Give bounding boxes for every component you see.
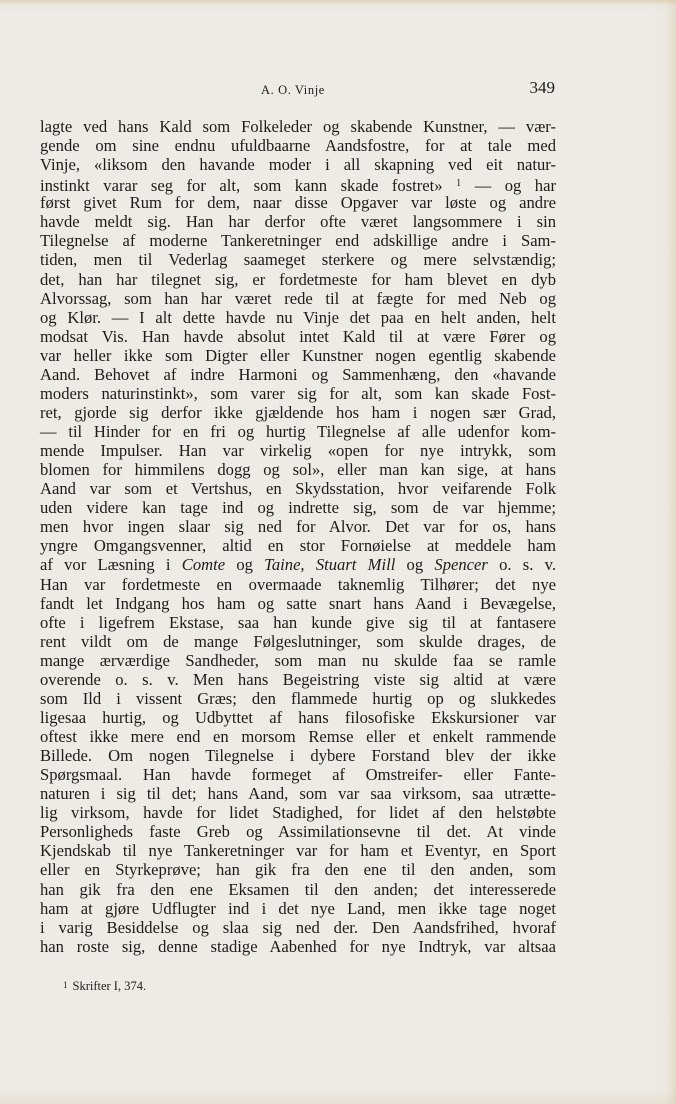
text-line	[40, 937, 556, 956]
text-segment: lig virksom, havde for lidet Stadighed, for lidet af den helstøbte	[40, 803, 556, 823]
text-line	[40, 536, 556, 555]
text-line	[40, 594, 556, 613]
text-segment: men hvor ingen slaar sig ned for Alvor. Det var for os, hans	[40, 517, 556, 537]
text-segment: først givet Rum for dem, naar disse Opgaver var løste og andre	[40, 193, 556, 213]
text-segment: Billede. Om nogen Tilegnelse i dybere Forstand blev der ikke	[40, 746, 556, 766]
text-line	[40, 555, 556, 574]
text-segment: lagte ved hans Kald som Folkeleder og skabende Kunstner, — vær-	[40, 117, 556, 136]
text-segment: Tilegnelse af moderne Tankeretninger end adskillige andre i Sam-	[40, 231, 556, 251]
text-line	[40, 403, 556, 422]
text-line	[40, 803, 556, 822]
text-segment: naturen i sig til det; hans Aand, som var saa virksom, saa utrætte-	[40, 784, 556, 804]
text-segment: var heller ikke som Digter eller Kunstner nogen egentlig skabende	[40, 345, 556, 365]
text-segment: og Klør. — I alt dette havde nu Vinje det paa en helt anden, helt	[40, 307, 556, 327]
text-segment: rent vildt om de mange Følgeslutninger, som skulde drages, de	[40, 631, 556, 651]
text-segment: eller en Styrkeprøve; han gik fra den ene til den anden, som	[40, 860, 556, 880]
text-segment: o. s. v.	[487, 555, 556, 575]
text-segment: uden videre kan tage ind og indrette sig, som de var hjemme;	[40, 498, 556, 518]
text-segment: Vinje, «liksom den havande moder i all skapning ved eit natur-	[40, 155, 556, 175]
text-segment: modsat Vis. Han havde absolut intet Kald til at være Fører og	[40, 326, 556, 346]
text-line	[40, 708, 556, 727]
text-segment: mende Impulser. Han var virkelig «open for nye intrykk, som	[40, 441, 556, 461]
text-segment: og	[395, 555, 435, 575]
text-line	[40, 231, 556, 250]
running-head	[40, 80, 556, 100]
text-segment: tiden, men til Vederlag saameget sterkere og mere selvstændig;	[40, 250, 556, 270]
footnote-marker: 1	[63, 980, 68, 990]
text-segment: blomen for himmilens dogg og sol», eller man kan sige, at hans	[40, 460, 556, 480]
text-segment: det, han har tilegnet sig, er fordetmeste for ham blevet en dyb	[40, 269, 556, 289]
text-line	[40, 918, 556, 937]
text-segment: fandt let Indgang hos ham og satte snart hans Aand i Bevægelse,	[40, 593, 556, 613]
text-line	[40, 746, 556, 765]
text-segment: af vor Læsning i	[40, 555, 182, 575]
text-segment: — og har	[461, 176, 556, 196]
text-segment: moders naturinstinkt», som varer sig for alt, som kan skade Fost-	[40, 383, 556, 403]
text-segment: og	[225, 555, 265, 575]
text-line	[40, 441, 556, 460]
text-segment: gende om sine endnu ufuldbaarne Aandsfostre, for at tale med	[40, 136, 556, 156]
text-line	[40, 479, 556, 498]
italic-text: Stuart Mill	[315, 555, 396, 575]
text-line	[40, 517, 556, 536]
footnote-text: Skrifter I, 374.	[72, 979, 147, 993]
page-number: 349	[529, 78, 555, 97]
text-line	[40, 346, 556, 365]
text-line	[40, 880, 556, 899]
text-segment: Spørgsmaal. Han havde formeget af Omstreifer- eller Fante-	[40, 765, 556, 785]
text-segment: overende o. s. v. Men hans Begeistring viste sig altid at være	[40, 669, 556, 689]
text-line	[40, 899, 556, 918]
italic-text: Taine,	[264, 555, 305, 575]
text-line	[40, 308, 556, 327]
text-line	[40, 155, 556, 174]
text-line	[40, 670, 556, 689]
text-segment: Kjendskab til nye Tankeretninger var for ham et Eventyr, en Sport	[40, 841, 556, 861]
text-line	[40, 765, 556, 784]
text-segment: — til Hinder for en fri og hurtig Tilegnelse af alle udenfor kom-	[40, 422, 556, 441]
text-line	[40, 784, 556, 803]
footnote	[63, 979, 146, 994]
text-line	[40, 422, 556, 441]
text-segment: han gik fra den ene Eksamen til den anden; det interesserede	[40, 879, 556, 899]
text-segment: oftest ikke mere end en morsom Remse eller et enkelt rammende	[40, 727, 556, 746]
text-line	[40, 632, 556, 651]
text-segment: Aand. Behovet af indre Harmoni og Sammenhæng, den «havande	[40, 364, 556, 384]
text-line	[40, 117, 556, 136]
text-line	[40, 651, 556, 670]
text-segment: Han var fordetmeste en overmaade taknemlig Tilhører; det nye	[40, 574, 556, 594]
text-line	[40, 689, 556, 708]
text-segment: i varig Besiddelse og slaa sig ned der. Den Aandsfrihed, hvoraf	[40, 917, 556, 937]
running-title: A. O. Vinje	[261, 83, 325, 97]
text-line	[40, 193, 556, 212]
text-line	[40, 822, 556, 841]
footnote-reference: 1	[456, 178, 462, 190]
text-segment: ret, gjorde sig derfor ikke gjældende hos ham i nogen sær Grad,	[40, 402, 556, 422]
text-line	[40, 860, 556, 879]
text-line	[40, 841, 556, 860]
text-segment: ham at gjøre Udflugter ind i det nye Land, men ikke tage noget	[40, 898, 556, 918]
text-line	[40, 136, 556, 155]
text-segment: som Ild i vissent Græs; den flammede hurtig op og slukkedes	[40, 688, 556, 708]
text-line	[40, 250, 556, 269]
text-segment: havde meldt sig. Han har derfor ofte været langsommere i sin	[40, 212, 556, 232]
text-line	[40, 575, 556, 594]
text-line	[40, 174, 556, 196]
text-line	[40, 727, 556, 746]
italic-text: Comte	[181, 555, 226, 575]
text-line	[40, 498, 556, 517]
text-segment: mange ærværdige Sandheder, som man nu skulde faa se ramle	[40, 650, 556, 670]
text-segment: Alvorssag, som han har været rede til at fægte for med Neb og	[40, 288, 556, 308]
text-segment: Personligheds faste Greb og Assimilationsevne til det. At vinde	[40, 822, 556, 842]
text-line	[40, 212, 556, 231]
body-text	[40, 117, 556, 956]
italic-text: Spencer	[434, 555, 488, 575]
text-segment	[305, 555, 316, 574]
text-line	[40, 289, 556, 308]
text-segment: ligesaa hurtig, og Udbyttet af hans filosofiske Ekskursioner var	[40, 707, 556, 727]
text-segment: ofte i ligefrem Ekstase, saa han kunde give sig til at fantasere	[40, 612, 556, 632]
text-segment: yngre Omgangsvenner, altid en stor Fornøielse at meddele ham	[40, 536, 556, 556]
text-line	[40, 460, 556, 479]
text-line	[40, 327, 556, 346]
text-segment: instinkt varar seg for alt, som kann skade fostret»	[40, 176, 457, 196]
text-line	[40, 270, 556, 289]
text-segment: Aand var som et Vertshus, en Skydsstation, hvor veifarende Folk	[40, 479, 556, 499]
text-line	[40, 365, 556, 384]
text-line	[40, 613, 556, 632]
text-line	[40, 384, 556, 403]
text-segment: han roste sig, denne stadige Aabenhed for nye Indtryk, var altsaa	[40, 936, 556, 956]
